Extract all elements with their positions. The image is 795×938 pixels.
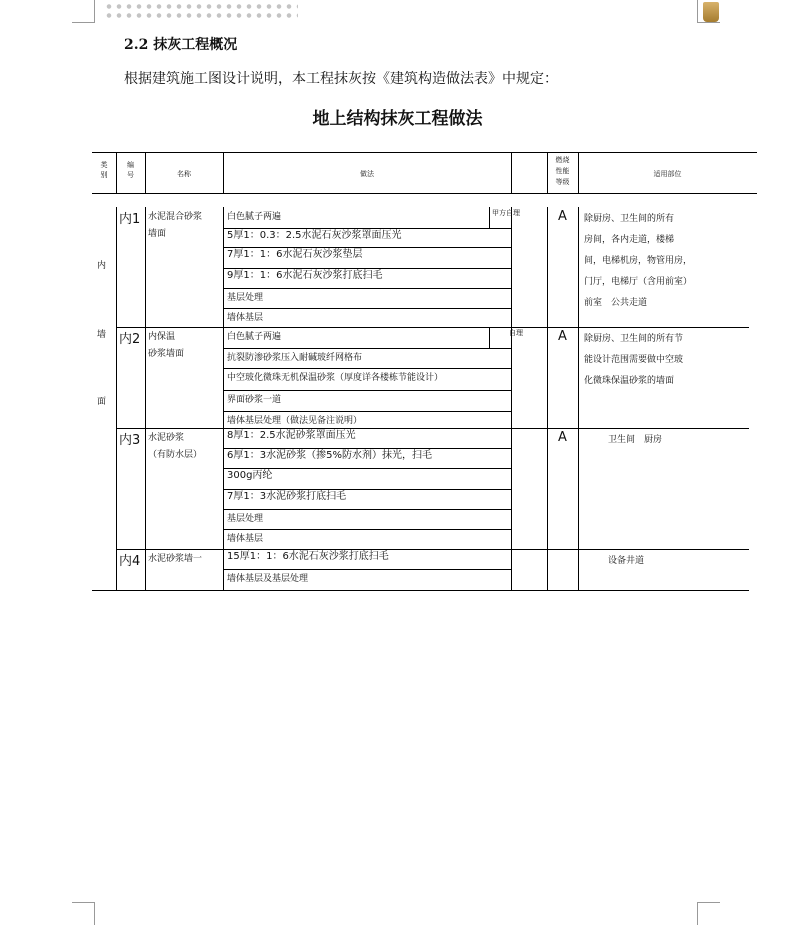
method-step: 9厚1：1：6水泥石灰沙浆打底扫毛 <box>227 270 383 281</box>
method-step: 白色腻子两遍 <box>227 212 282 222</box>
page-corner-mark <box>72 0 95 23</box>
column-rule <box>116 207 117 590</box>
bookmark-icon <box>703 2 719 22</box>
row-rule <box>116 327 749 328</box>
location-text: 化微珠保温砂浆的墙面 <box>584 376 675 386</box>
step-rule <box>223 390 511 391</box>
step-rule <box>223 411 511 412</box>
intro-paragraph: 根据建筑施工图设计说明，本工程抹灰按《建筑构造做法表》中规定： <box>124 71 558 87</box>
step-rule <box>223 468 511 469</box>
column-rule <box>223 207 224 590</box>
step-rule <box>223 448 511 449</box>
note-text: 自理 <box>509 329 523 337</box>
table-bottom-rule <box>92 590 749 591</box>
location-text: 前室 公共走道 <box>584 298 648 308</box>
column-rule <box>511 207 512 590</box>
header-top-rule <box>92 152 757 153</box>
row-id: 内4 <box>119 554 141 569</box>
column-rule <box>578 207 579 590</box>
page-corner-mark <box>72 902 95 925</box>
header-bottom-rule <box>92 193 757 194</box>
location-text: 卫生间 厨房 <box>608 435 663 445</box>
step-rule <box>223 348 511 349</box>
row-name: 砂浆墙面 <box>148 349 185 359</box>
row-rule <box>116 428 749 429</box>
section-heading: 2.2 抹灰工程概况 <box>124 37 238 53</box>
method-step: 墙体基层 <box>227 534 264 544</box>
method-step: 8厚1：2.5水泥砂浆罩面压光 <box>227 430 356 441</box>
category-label: 墙 <box>97 330 107 340</box>
step-rule <box>223 228 511 229</box>
location-text: 设备井道 <box>608 556 645 566</box>
method-step: 墙体基层 <box>227 313 264 323</box>
row-id: 内2 <box>119 332 141 347</box>
row-name: 水泥砂浆墙一 <box>148 554 203 564</box>
method-step: 5厚1：0.3：2.5水泥石灰沙浆罩面压光 <box>227 230 402 241</box>
note-rule <box>489 207 490 228</box>
row-name: 水泥混合砂浆 <box>148 212 203 222</box>
row-id: 内3 <box>119 433 141 448</box>
header-column-rule <box>511 152 512 193</box>
step-rule <box>223 308 511 309</box>
note-text: 甲方自理 <box>492 209 520 217</box>
method-step: 6厚1：3水泥砂浆（掺5%防水剂）抹光，扫毛 <box>227 450 432 461</box>
grade-value: A <box>558 209 567 224</box>
header-number: 编 号 <box>127 161 134 179</box>
location-text: 除厨房、卫生间的所有 <box>584 214 675 224</box>
location-text: 房间，各内走道，楼梯 <box>584 235 675 245</box>
note-rule <box>489 327 490 348</box>
row-rule <box>116 549 749 550</box>
method-step: 7厚1：3水泥砂浆打底扫毛 <box>227 491 347 502</box>
step-rule <box>223 489 511 490</box>
method-step: 基层处理 <box>227 514 264 524</box>
step-rule <box>223 529 511 530</box>
row-name: 水泥砂浆 <box>148 433 185 443</box>
method-step: 白色腻子两遍 <box>227 332 282 342</box>
location-text: 能设计范围需要做中空玻 <box>584 355 684 365</box>
method-step: 7厚1：1：6水泥石灰沙浆垫层 <box>227 249 363 260</box>
grade-value: A <box>558 430 567 445</box>
column-rule <box>145 207 146 590</box>
row-name: （有防水层） <box>148 450 203 460</box>
row-name: 墙面 <box>148 229 167 239</box>
location-text: 门厅，电梯厅（含用前室） <box>584 277 693 287</box>
page-corner-mark <box>697 902 720 925</box>
table-title: 地上结构抹灰工程做法 <box>312 109 483 129</box>
step-rule <box>223 288 511 289</box>
method-step: 抗裂防渗砂浆压入耐碱玻纤网格布 <box>227 353 363 363</box>
category-label: 面 <box>97 397 107 407</box>
method-step: 15厚1：1：6水泥石灰沙浆打底扫毛 <box>227 551 389 562</box>
header-name: 名称 <box>177 170 191 178</box>
row-name: 内保温 <box>148 332 176 342</box>
step-rule <box>223 509 511 510</box>
step-rule <box>223 368 511 369</box>
row-id: 内1 <box>119 212 141 227</box>
method-step: 墙体基层及基层处理 <box>227 574 309 584</box>
header-location: 适用部位 <box>653 170 682 178</box>
method-step: 中空玻化微珠无机保温砂浆（厚度详各楼栋节能设计） <box>227 373 444 383</box>
step-rule <box>223 247 511 248</box>
step-rule <box>223 268 511 269</box>
location-text: 除厨房、卫生间的所有节 <box>584 334 684 344</box>
category-label: 内 <box>97 261 107 271</box>
step-rule <box>223 569 511 570</box>
header-category: 类 别 <box>100 161 108 179</box>
header-method: 做法 <box>360 170 374 178</box>
header-grade: 燃烧 性能 等级 <box>555 156 570 186</box>
method-step: 300g丙纶 <box>227 470 273 481</box>
method-step: 墙体基层处理（做法见备注说明） <box>227 416 363 426</box>
header-decoration <box>104 2 298 20</box>
column-rule <box>547 207 548 590</box>
method-step: 界面砂浆一道 <box>227 395 282 405</box>
method-step: 基层处理 <box>227 293 264 303</box>
location-text: 间，电梯机房，物管用房， <box>584 256 693 266</box>
grade-value: A <box>558 329 567 344</box>
